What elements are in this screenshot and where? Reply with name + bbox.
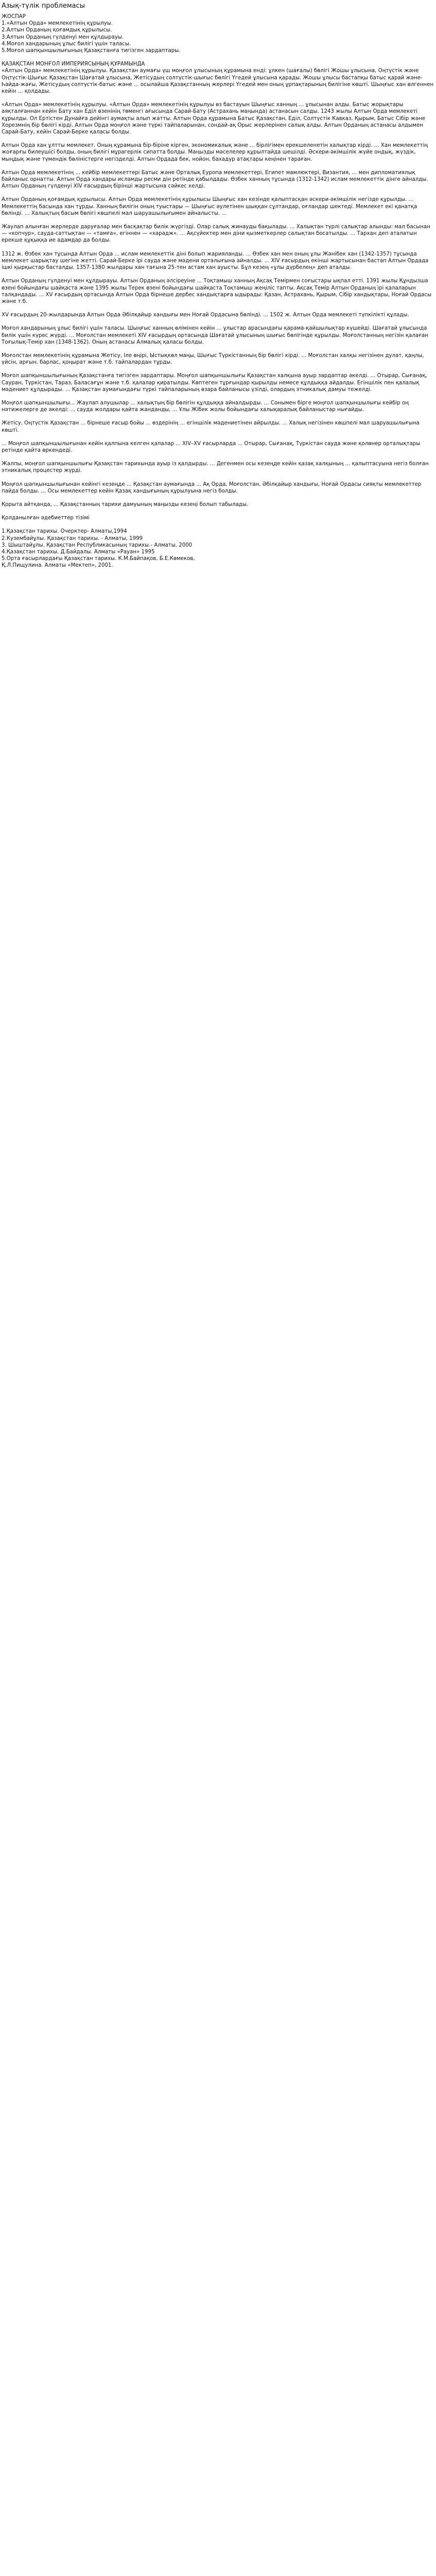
plan-item: 5.Моғол шапқыншылығының Қазақстанға тигізген зардаптары.	[2, 48, 181, 54]
paragraph: Моғол хандарының ұлыс билігі үшін таласы. Шыңғыс ханның өлімінен кейін ... ұлыстар арасындағы қарама-қайшылықтар күшейді. Шағатай ұлысында билік үшін күрес жүрді. ... Моғолстан мемлекеті XIV ғасырдың ортасында Шағатай ұлысының шығыс бөлігінде құрылды. Моғолстанның негізін қалаған Тоғылық-Темір хан (1348-1362). Оның астанасы Алмалық қаласы болды.	[2, 326, 428, 345]
reference-item: 1.Қазақстан тарихы. Очерктер- Алматы,1994	[2, 529, 127, 535]
paragraph: Жаулап алынған жерлерде даруғалар мен басқақтар билік жүргізді. Олар салық жинауды бақылады. ... Халықтан түрлі салықтар алынды: мал басынан — «копчур», сауда-саттықтан — «тамға», егіннен — «харадж». ... Ақсүйектер мен діни қызметкерлер салықтан босатылды. ... Тархан деп аталатын ерекше құқыққа ие адамдар да болды.	[2, 224, 430, 244]
paragraph: «Алтын Орда» мемлекетінің құрылуы. Қазақстан аумағы үш моңғол ұлысының құрамына енді: ұлкен (шағалы) бөлігі Жошы ұлысына, Оңтүстік және Оңтүстік-Шығыс Қазақстан Шағатай ұлысына, Жетісудың солтүстік-шығыс бөлігі Үгедей ұлысына қарады. Жошы ұлысы бастапқы батыс қарай және-Һайда-жағы, Жетісудың солтүстік-батыс және ... осылайша Қазақстанның жерлері Үгедей мен оның ұрпақтарының билігіне көшті. Шыңғыс хан өлгеннен кейін ... қолдады.	[2, 68, 434, 95]
paragraph: 1312 ж. Өзбек хан тұсында Алтын Орда ... ислам мемлекеттік діні болып жарияланды. ... Өзбек хан мен оның ұлы Жәнібек хан (1342-1357) тұсында мемлекет шарықтау шегіне жетті. Сарай-Берке ірі сауда және мәдени орталығына айналды. ... XIV ғасырдың екінші жартысынан бастап Алтын Ордада ішкі қырқыстар басталды. 1357-1380 жылдары хан тағына 25-тен астам хан ауысты. Бұл кезең «ұлы дүрбелең» деп аталды.	[2, 251, 429, 271]
document-body	[0, 0, 436, 569]
plan-section	[2, 13, 434, 54]
paragraph: Алтын Орда хан ұлтты мемлекет. Оның құрамына бір-біріне кірген, экономикалық және ... бірлігімен ерекшеленетін халықтар кірді. ... Хан мемлекеттің жоғарғы билеушісі болды, оның билігі мұрагерлік сипатта болды. Маңызды мәселелер құрылтайда шешілді. Әскери-әкімшілік жүйе ондық, жүздік, мыңдық және түмендік бөліністерге негізделді. Алтын Ордада бек, нойон, бахадүр атақтары кеңінен тараған.	[2, 143, 428, 162]
paragraph: «Алтын Орда» мемлекетінің құрылуы. «Алтын Орда» мемлекетінің құрылуы өз бастауын Шыңғыс ханның ... ұлысынан алды. Батыс жорықтары аяқталғаннан кейін Бату хан Еділ өзенінің төменгі ағысында Сарай-Бату (Астрахань маңында) астанасын салды. 1243 жылы Алтын Орда мемлекеті құрылды. Ол Ертістен Дунайға дейінгі аумақты алып жатты. Алтын Орда құрамына Батыс Қазақстан, Еділ, Солтүстік Кавказ, Қырым, Батыс Сібір және Хорезмнің бір бөлігі кірді. Алтын Орда моңғол және түркі тайпаларынан, сондай-ақ Орыс жерлерінен салық алды. Алтын Орданың астанасы алдымен Сарай-Бату, кейін Сарай-Берке қаласы болды.	[2, 102, 425, 135]
paragraph: XV ғасырдың 20-жылдарында Алтын Орда Әбілқайыр хандығы мен Ноғай Ордасына бөлінді. ... 1502 ж. Алтын Орда мемлекеті түпкілікті құлады.	[2, 312, 409, 318]
reference-item: 3. Шыштайұлы. Қазақстан Республикасының тарихы.- Алматы, 2000	[2, 542, 193, 548]
reference-item: Қ.Л.Пищулина. Алматы «Мектеп», 2001.	[2, 563, 113, 569]
references-section	[2, 515, 434, 569]
paragraph: Моңғол шапқыншылығынан кейінгі кезеңде ... Қазақстан аумағында ... Ақ Орда, Моғолстан, Әбілқайыр хандығы, Ноғай Ордасы сияқты мемлекеттер пайда болды. ... Осы мемлекеттер кейін Қазақ хандығының құрылуына негіз болды.	[2, 481, 422, 494]
section-title: ҚАЗАҚСТАН МОНҒОЛ ИМПЕРИЯСЫНЫҢ ҚҰРАМЫНДА	[2, 61, 145, 67]
paragraph: Жетісу, Оңтүстік Қазақстан ... бірнеше ғасыр бойы ... өздерінің ... егіншілік мәдениетінен айрылды. ... Халық негізінен көшпелі мал шаруашылығына көшті.	[2, 420, 420, 433]
plan-item: 2.Алтын Орданың қоғамдық құрылысы.	[2, 27, 112, 33]
paragraph: Алтын Орданың гүлденуі мен құлдырауы. Алтын Орданың әлсіреуіне ... Тоқтамыш ханның Ақсақ Темірмен соғыстары ықпал етті. 1391 жылы Құндызша өзені бойындағы шайқаста және 1395 жылы Терек өзені бойындағы шайқаста Тоқтамыш жеңіліс тапты. Ақсақ Темір Алтын Орданың ірі қалаларын талқандады. ... XV ғасырдың ортасында Алтын Орда бірнеше дербес хандықтарға ыдырады: Қазан, Астрахань, Қырым, Сібір хандықтары, Ноғай Ордасы және т.б.	[2, 278, 432, 304]
plan-item: 1.«Алтын Орда» мемлекетінің құрылуы.	[2, 21, 113, 27]
plan-heading: ЖОСПАР	[2, 14, 26, 20]
reference-item: 5.Орта ғасырлардағы Қазақстан тарихы. К.М.Байпақов, Б.Е.Көмеков,	[2, 556, 195, 562]
references-heading: Қолданылған әдебиеттер тізімі	[2, 515, 90, 521]
paragraph: Моғол шапқыншылығының Қазақстанға тигізген зардаптары. Моңғол шапқыншылығы Қазақстан халқына ауыр зардаптар әкелді. ... Отырар, Сығанақ, Сауран, Түркістан, Тараз, Баласағұн және т.б. қалалар қиратылды. Көптеген тұрғындар қырылды немесе құлдыққа айдалды. Егіншілік пен қалалық мәдениет құлдырады. ... Қазақстан аумағындағы түркі тайпаларының өзара байланысы үзілді, олардың этникалық дамуы тежелді.	[2, 373, 427, 393]
paragraph: ... Моңғол шапқыншылығынан кейін қалпына келген қалалар ... XIV–XV ғасырларда ... Отырар, Сығанақ, Түркістан сауда және қолөнер орталықтары ретінде қайта өркендеді.	[2, 440, 421, 453]
reference-item: 2.Кузембайұлы. Қазақстан тарихы. - Алматы, 1999	[2, 535, 143, 541]
paragraph: Моғолстан мемлекетінің құрамына Жетісу, Іле өңірі, Ыстықкөл маңы, Шығыс Түркістанның бір бөлігі кірді. ... Моғолстан халқы негізінен дулат, қаңлы, үйсін, арғын, барлас, қоңырат және т.б. тайпалардан тұрды.	[2, 352, 424, 366]
paragraph: Жалпы, моңғол шапқыншылығы Қазақстан тарихында ауыр із қалдырды. ... Дегенмен осы кезеңде кейін қазақ халқының ... қалыптасуына негіз болған этникалық процестер жүрді.	[2, 461, 429, 474]
paragraph: Алтын Орда мемлекетінің ... кейбір мемлекеттері Батыс және Орталық Еуропа мемлекеттері, Египет мамлюктері, Византия, ... мен дипломатиялық байланыс орнатты. Алтын Орда хандары исламды ресми дін ретінде қабылдады. Өзбек ханның тұсында (1312-1342) ислам мемлекеттік дінге айналды. Алтын Орданың гүлденуі XIV ғасырдың бірінші жартысына сәйкес келді.	[2, 170, 428, 190]
paragraph: Алтын Орданың қоғамдық құрылысы. Алтын Орда мемлекетінің құрылысы Шыңғыс хан кезінде қалыптасқан әскери-әкімшілік негізде құрылды. ... Мемлекеттің басында хан тұрды. Ханның билігін оның туыстары — Шыңғыс әулетінен шыққан сұлтандар, оғландар шектеді. Мемлекет екі қанатқа бөлінді. ... Халықтың басым бөлігі көшпелі мал шаруашылығымен айналысты. ...	[2, 197, 417, 216]
reference-item: 4.Қазақстан тарихы. Д.Байдалы. Алматы «Рауан» 1995	[2, 549, 155, 555]
plan-item: 3.Алтын Орданың гүлденуі мен құлдырауы.	[2, 34, 124, 40]
paragraph: Моңғол шапқыншылығы... Жаулап алушылар ... халықтың бір бөлігін құлдыққа айналдырды. ... Сонымен бірге моңғол шапқыншылығы кейбір оң нәтижелерге де әкелді: ... сауда жолдары қайта жанданды, ... Ұлы Жібек жолы бойындағы халықаралық байланыстар нығайды.	[2, 400, 409, 413]
body-text	[2, 67, 434, 508]
page-title: Азық-түлік проблемасы	[2, 2, 85, 10]
plan-item: 4.Моғол хандарының ұлыс билігі үшін таласы.	[2, 41, 131, 47]
paragraph: Қорыта айтқанда, ... Қазақстанның тарихи дамуының маңызды кезеңі болып табылады.	[2, 501, 249, 507]
